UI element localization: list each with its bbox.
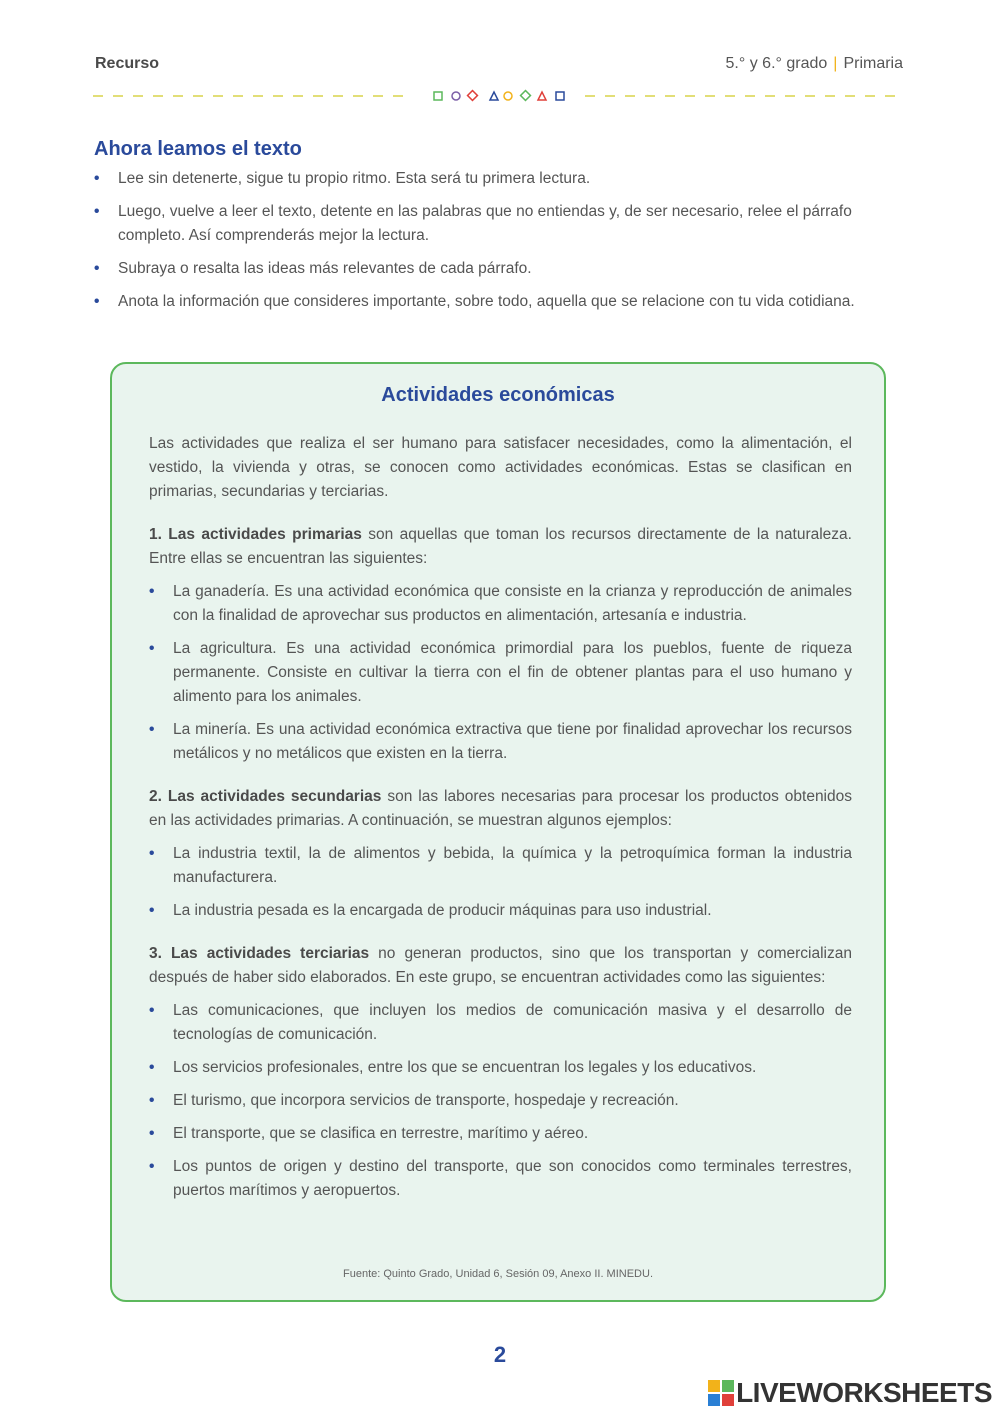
section-item-text: La minería. Es una actividad económica extractiva que tiene por finalidad aprovechar los recursos metálicos y no metálicos que existen en la tierra. bbox=[173, 721, 852, 762]
section-list-item bbox=[149, 842, 852, 890]
section-list bbox=[149, 999, 852, 1203]
intro-list-item bbox=[94, 290, 900, 314]
section-text: son aquellas que toman los recursos directamente de la naturaleza. Entre ellas se encuentran las siguientes: bbox=[149, 526, 852, 567]
reading-title: Actividades económicas bbox=[381, 384, 615, 406]
bullet-icon: • bbox=[149, 1125, 155, 1142]
intro-item-text: Luego, vuelve a leer el texto, detente en las palabras que no entiendas y, de ser necesario, relee el párrafo completo. Así comprenderás mejor la lectura. bbox=[118, 203, 852, 244]
diamond-shape-icon bbox=[468, 91, 478, 101]
bullet-icon: • bbox=[149, 640, 155, 657]
intro-list-item bbox=[94, 167, 900, 191]
section-text: no generan productos, sino que los transportan y comercializan después de haber sido elaborados. En este grupo, se encuentran actividades como las siguientes: bbox=[149, 945, 852, 986]
bullet-icon: • bbox=[149, 1158, 155, 1175]
bullet-icon: • bbox=[149, 721, 155, 738]
section-list-item bbox=[149, 1089, 852, 1113]
diamond-shape-icon bbox=[521, 91, 531, 101]
section-item-text: El transporte, que se clasifica en terrestre, marítimo y aéreo. bbox=[173, 1125, 589, 1142]
section-list-item bbox=[149, 1122, 852, 1146]
grade-text: 5.° y 6.° grado bbox=[725, 55, 828, 72]
liveworksheets-mark-icon bbox=[708, 1380, 734, 1406]
intro-title: Ahora leamos el texto bbox=[94, 138, 302, 160]
bullet-icon: • bbox=[94, 170, 100, 187]
section-item-text: Las comunicaciones, que incluyen los medios de comunicación masiva y el desarrollo de tecnologías de comunicación. bbox=[173, 1002, 852, 1043]
section-list-item bbox=[149, 1056, 852, 1080]
section-list bbox=[149, 842, 852, 923]
circle-shape-icon bbox=[452, 92, 460, 100]
level-text: Primaria bbox=[843, 55, 903, 72]
circle-shape-icon bbox=[504, 92, 512, 100]
reading-intro: Las actividades que realiza el ser humano para satisfacer necesidades, como la alimentación, el vestido, la vivienda y otras, se conocen como actividades económicas. Estas se clasifican en primarias, secundarias y terciarias. bbox=[149, 435, 852, 500]
section-item-text: La ganadería. Es una actividad económica que consiste en la crianza y reproducción de animales con la finalidad de aprovechar sus productos en alimentación, artesanía e industria. bbox=[173, 583, 852, 624]
intro-list-item bbox=[94, 257, 900, 281]
triangle-shape-icon bbox=[538, 92, 546, 100]
section-item-text: Los puntos de origen y destino del transporte, que son conocidos como terminales terrestres, puertos marítimos y aeropuertos. bbox=[173, 1158, 852, 1199]
section-list-item bbox=[149, 637, 852, 709]
header-separator: | bbox=[833, 55, 838, 72]
liveworksheets-wordmark: LIVEWORKSHEETS bbox=[736, 1377, 992, 1408]
liveworksheets-logo[interactable] bbox=[708, 1377, 992, 1409]
header-divider bbox=[93, 88, 905, 104]
section-list-item bbox=[149, 899, 852, 923]
page-number: 2 bbox=[493, 1342, 507, 1367]
section-item-text: La agricultura. Es una actividad económica primordial para los pueblos, fuente de riqueza permanente. Consiste en cultivar la tierra con el fin de obtener plantas para el uso humano y alimento para los animales. bbox=[173, 640, 852, 705]
section-heading: 1. Las actividades primarias bbox=[149, 526, 362, 543]
bullet-icon: • bbox=[149, 845, 155, 862]
square-shape-icon bbox=[434, 92, 442, 100]
square-shape-icon bbox=[556, 92, 564, 100]
section-item-text: Los servicios profesionales, entre los que se encuentran los legales y los educativos. bbox=[173, 1059, 757, 1076]
intro-list-item bbox=[94, 200, 900, 248]
bullet-icon: • bbox=[94, 203, 100, 220]
bullet-icon: • bbox=[149, 1002, 155, 1019]
grade-level-label bbox=[726, 55, 903, 73]
intro-instructions-list bbox=[94, 167, 900, 323]
bullet-icon: • bbox=[149, 583, 155, 600]
resource-label: Recurso bbox=[95, 55, 160, 72]
source-citation: Fuente: Quinto Grado, Unidad 6, Sesión 09, Anexo II. MINEDU. bbox=[343, 1268, 653, 1280]
triangle-shape-icon bbox=[490, 92, 498, 100]
section-list-item bbox=[149, 1155, 852, 1203]
bullet-icon: • bbox=[149, 1059, 155, 1076]
section-item-text: El turismo, que incorpora servicios de transporte, hospedaje y recreación. bbox=[173, 1092, 679, 1109]
intro-item-text: Subraya o resalta las ideas más relevantes de cada párrafo. bbox=[118, 260, 532, 277]
bullet-icon: • bbox=[149, 902, 155, 919]
reading-box bbox=[110, 362, 886, 1302]
section-item-text: La industria pesada es la encargada de producir máquinas para uso industrial. bbox=[173, 902, 712, 919]
intro-item-text: Anota la información que consideres importante, sobre todo, aquella que se relacione con tu vida cotidiana. bbox=[118, 293, 855, 310]
bullet-icon: • bbox=[94, 260, 100, 277]
section-heading: 2. Las actividades secundarias bbox=[149, 788, 382, 805]
section-paragraph bbox=[149, 785, 852, 833]
bullet-icon: • bbox=[149, 1092, 155, 1109]
section-list-item bbox=[149, 580, 852, 628]
reading-body bbox=[149, 432, 852, 1222]
section-paragraph bbox=[149, 942, 852, 990]
section-list-item bbox=[149, 999, 852, 1047]
section-text: son las labores necesarias para procesar los productos obtenidos en las actividades primarias. A continuación, se muestran algunos ejemplos: bbox=[149, 788, 852, 829]
section-item-text: La industria textil, la de alimentos y bebida, la química y la petroquímica forman la industria manufacturera. bbox=[173, 845, 852, 886]
bullet-icon: • bbox=[94, 293, 100, 310]
section-list bbox=[149, 580, 852, 766]
section-list-item bbox=[149, 718, 852, 766]
section-heading: 3. Las actividades terciarias bbox=[149, 945, 370, 962]
section-paragraph bbox=[149, 523, 852, 571]
intro-item-text: Lee sin detenerte, sigue tu propio ritmo. Esta será tu primera lectura. bbox=[118, 170, 591, 187]
